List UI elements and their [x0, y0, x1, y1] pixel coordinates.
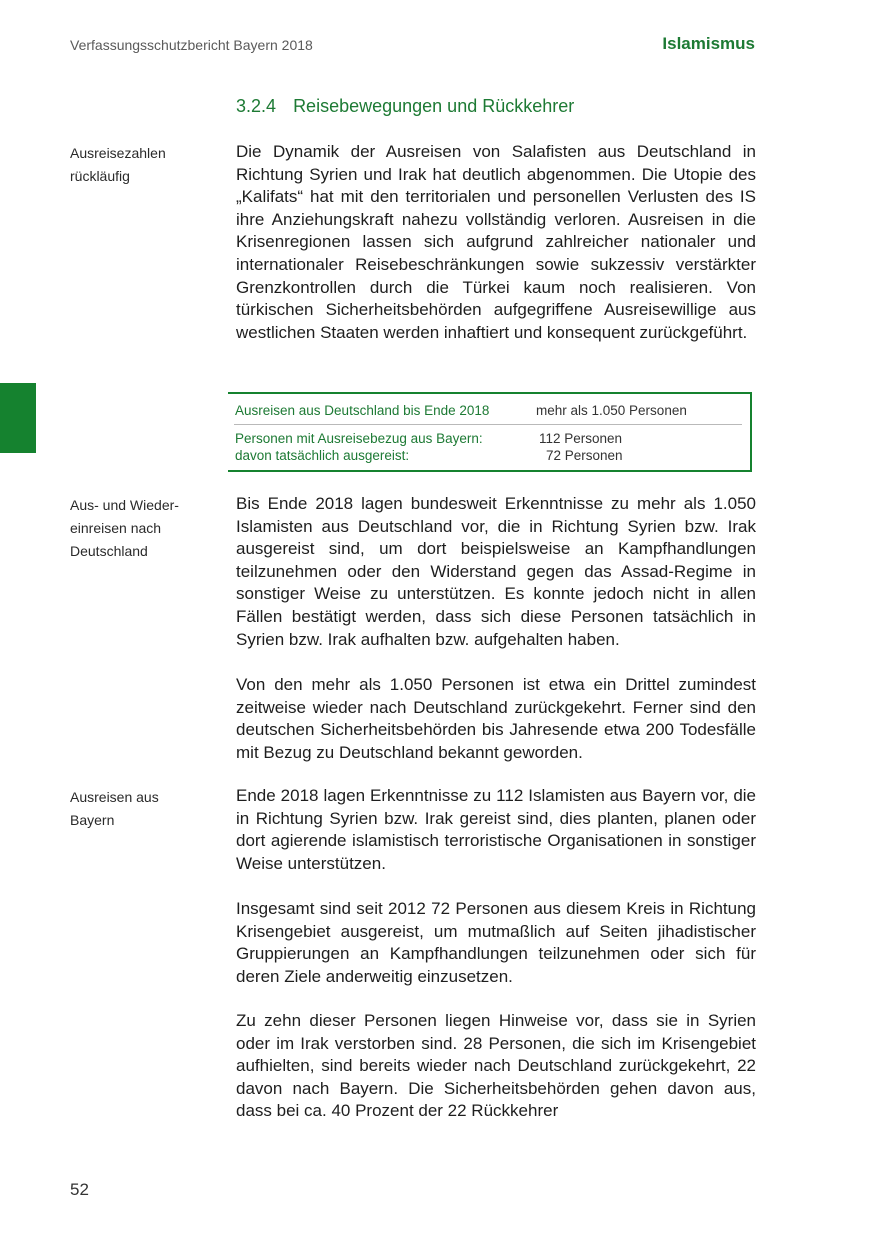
page-number: 52	[70, 1180, 89, 1199]
section-heading	[236, 96, 574, 117]
paragraph-dynamik: Die Dynamik der Ausreisen von Salafisten aus Deutschland in Richtung Syrien und Irak hat deutlich abgenommen. Die Utopie des „Kalifats“ hat mit den territorialen und personellen Verlusten des IS ihre Anziehungskraft nahezu vollständig verloren. Ausreisen in die Krisenregionen lassen sich aufgrund zahlreicher nationaler und internationaler Reisebeschränkungen sowie sukzessiv verstärkter Grenzkontrollen durch die Türkei kaum noch realisieren. Von türkischen Sicherheitsbehörden aufgegriffene Ausreisewillige aus westlichen Staaten werden inhaftiert und konsequent zurückgeführt.	[236, 142, 756, 342]
fact-box-divider	[234, 424, 742, 425]
fact-box-value-ausgereist: 72 Personen	[546, 448, 623, 463]
chapter-marker-tab	[0, 383, 36, 453]
running-header-section: Islamismus	[662, 34, 755, 53]
margin-note-ausreisen-bayern: Ausreisen aus Bayern	[70, 789, 159, 828]
margin-note-ausreisezahlen: Ausreisezahlen rückläufig	[70, 145, 166, 184]
paragraph-bundesweit: Bis Ende 2018 lagen bundesweit Erkenntnisse zu mehr als 1.050 Islamisten aus Deutschland vor, die in Richtung Syrien bzw. Irak ausgereist sind, um dort beispielsweise an Kampfhandlungen teilzunehmen oder den Widerstand gegen das Assad-Regime in sonstiger Weise zu unterstützen. Es konnte jedoch nicht in allen Fällen bestätigt werden, dass sich diese Personen tatsächlich in Syrien bzw. Irak aufhalten bzw. aufgehalten haben.	[236, 494, 756, 649]
margin-note-wiedereinreisen: Aus- und Wieder- einreisen nach Deutschland	[70, 497, 179, 559]
paragraph-rueckkehr: Von den mehr als 1.050 Personen ist etwa ein Drittel zumindest zeitweise wieder nach Deutschland zurückgekehrt. Ferner sind den deutschen Sicherheitsbehörden bis Jahresende etwa 200 Todesfälle mit Bezug zu Deutschland bekannt geworden.	[236, 675, 756, 762]
running-header-title: Verfassungsschutzbericht Bayern 2018	[70, 37, 313, 53]
paragraph-bayern: Ende 2018 lagen Erkenntnisse zu 112 Islamisten aus Bayern vor, die in Richtung Syrien bzw. Irak gereist sind, dies planten, planen oder dort agierende islamistisch terroristische Organisationen in sonstiger Weise unterstützen.	[236, 786, 756, 873]
fact-box	[228, 392, 752, 472]
fact-box-value-bayern: 112 Personen	[539, 431, 623, 446]
section-number: 3.2.4	[236, 96, 277, 116]
section-title-text: Reisebewegungen und Rückkehrer	[293, 96, 575, 116]
fact-box-label-deutschland: Ausreisen aus Deutschland bis Ende 2018	[235, 403, 490, 418]
fact-box-label-ausgereist: davon tatsächlich ausgereist:	[235, 448, 410, 463]
paragraph-krisengebiet: Insgesamt sind seit 2012 72 Personen aus diesem Kreis in Richtung Krisengebiet ausgereist, um mutmaßlich auf Seiten jihadistischer Gruppierungen an Kampfhandlungen teilzunehmen oder sich für deren Ziele anderweitig einzusetzen.	[236, 899, 756, 986]
paragraph-verstorben: Zu zehn dieser Personen liegen Hinweise vor, dass sie in Syrien oder im Irak verstorben sind. 28 Personen, die sich im Krisengebiet aufhielten, sind bereits wieder nach Deutschland zurückgekehrt, 22 davon nach Bayern. Die Sicherheitsbehörden gehen davon aus, dass bei ca. 40 Prozent der 22 Rückkehrer	[236, 1011, 756, 1121]
fact-box-value-deutschland: mehr als 1.050 Personen	[536, 403, 687, 418]
fact-box-label-bayern: Personen mit Ausreisebezug aus Bayern:	[235, 431, 483, 446]
